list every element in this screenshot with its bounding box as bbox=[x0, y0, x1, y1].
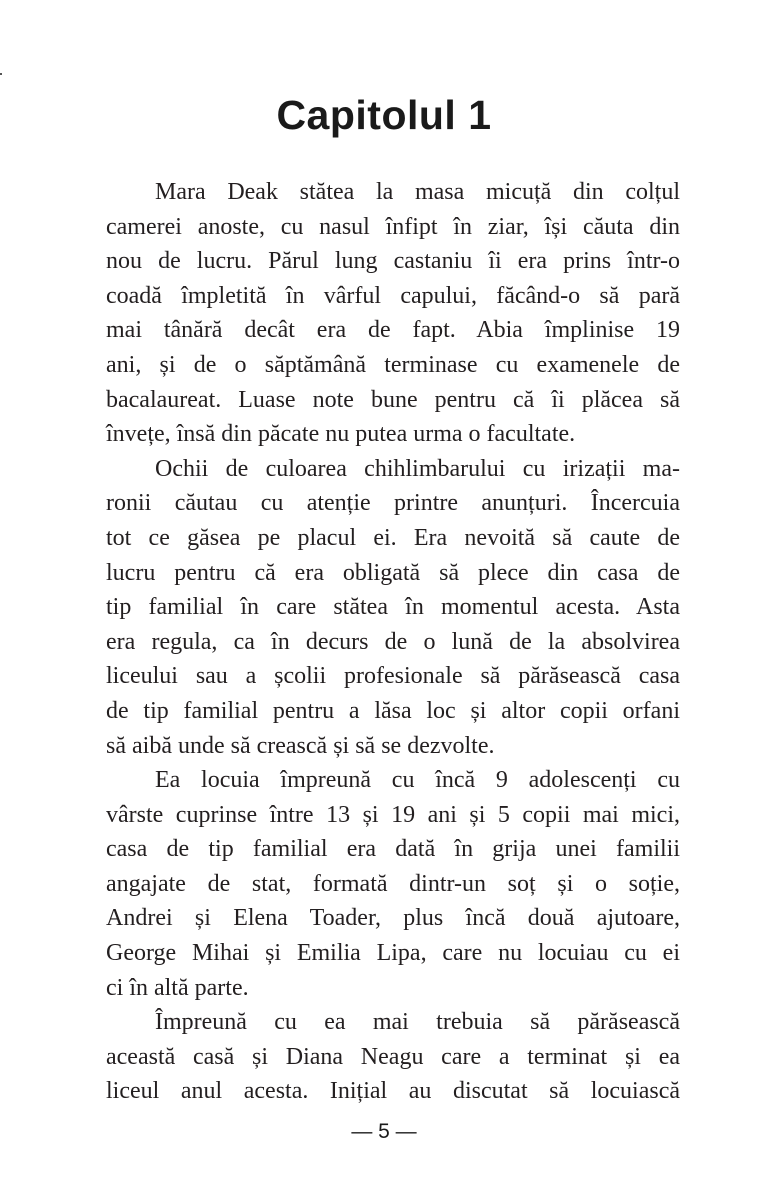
text-line: de tip familial pentru a lăsa loc și altor copii orfani bbox=[106, 697, 680, 724]
text-line: tot ce găsea pe placul ei. Era nevoită să caute de bbox=[106, 524, 680, 551]
paragraph bbox=[106, 452, 680, 763]
scan-mark bbox=[0, 73, 2, 75]
text-line: liceului sau a școlii profesionale să părăsească casa bbox=[106, 663, 680, 690]
text-line: casa de tip familial era dată în grija unei familii bbox=[106, 836, 680, 863]
text-line: lucru pentru că era obligată să plece din casa de bbox=[106, 559, 680, 586]
text-line: această casă și Diana Neagu care a terminat și ea bbox=[106, 1043, 680, 1070]
text-line: camerei anoste, cu nasul înfipt în ziar, își căuta din bbox=[106, 213, 680, 240]
text-line: vârste cuprinse între 13 și 19 ani și 5 copii mai mici, bbox=[106, 801, 680, 828]
paragraph bbox=[106, 1005, 680, 1109]
text-line: Ea locuia împreună cu încă 9 adolescenți cu bbox=[155, 767, 680, 794]
text-line: nou de lucru. Părul lung castaniu îi era prins într-o bbox=[106, 248, 680, 275]
paragraph bbox=[106, 175, 680, 452]
chapter-title: Capitolul 1 bbox=[276, 92, 492, 138]
chapter-body bbox=[106, 175, 680, 1109]
text-line: coadă împletită în vârful capului, făcând-o să pară bbox=[106, 282, 680, 309]
paragraph bbox=[106, 763, 680, 1005]
text-line: învețe, însă din păcate nu putea urma o facultate. bbox=[106, 421, 576, 448]
text-line: Mara Deak stătea la masa micuță din colțul bbox=[155, 179, 680, 205]
text-line: tip familial în care stătea în momentul acesta. Asta bbox=[106, 594, 680, 621]
text-line: mai tânără decât era de fapt. Abia împlinise 19 bbox=[106, 317, 680, 344]
text-line: liceul anul acesta. Inițial au discutat să locuiască bbox=[106, 1078, 680, 1105]
text-line: ani, și de o săptămână terminase cu examenele de bbox=[106, 351, 680, 378]
page-number: — 5 — bbox=[351, 1120, 417, 1143]
text-line: să aibă unde să crească și să se dezvolte. bbox=[106, 732, 495, 759]
text-line: angajate de stat, formată dintr-un soț și o soție, bbox=[106, 870, 680, 897]
text-line: George Mihai și Emilia Lipa, care nu locuiau cu ei bbox=[106, 940, 680, 967]
text-line: Ochii de culoarea chihlimbarului cu irizații ma- bbox=[155, 455, 680, 482]
text-line: Andrei și Elena Toader, plus încă două ajutoare, bbox=[106, 905, 680, 932]
text-line: Împreună cu ea mai trebuia să părăsească bbox=[155, 1009, 680, 1036]
text-line: ci în altă parte. bbox=[106, 974, 249, 1001]
text-line: ronii căutau cu atenție printre anunțuri. Încercuia bbox=[106, 490, 680, 517]
text-line: era regula, ca în decurs de o lună de la absolvirea bbox=[106, 628, 680, 655]
text-line: bacalaureat. Luase note bune pentru că îi plăcea să bbox=[106, 386, 680, 413]
